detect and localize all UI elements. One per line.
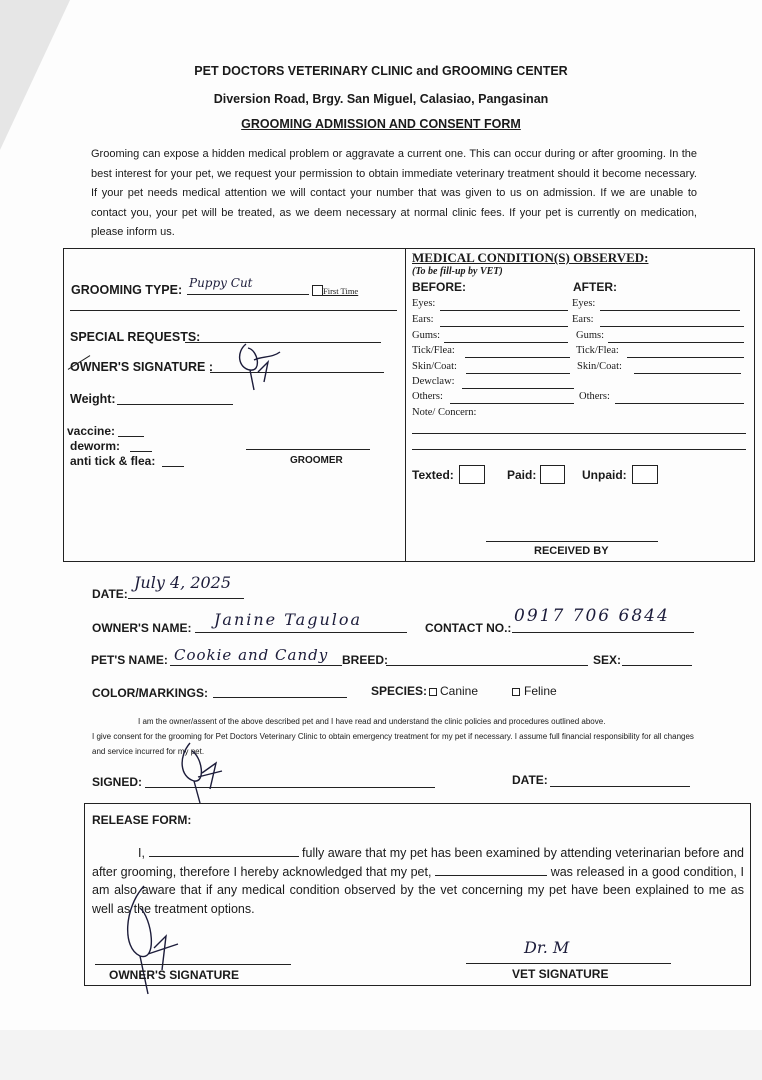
release-pet-blank[interactable] (435, 864, 547, 876)
consent-line-2: I give consent for the grooming for Pet Doctors Veterinary Clinic to obtain emergency treatment for my pet if necessary. I assume full financial responsibility for all changes and service incurred for my pet. (92, 732, 694, 756)
contact-value[interactable]: 0917 706 6844 (514, 606, 670, 626)
consent-line-1: I am the owner/assent of the above described pet and I have read and understand the clinic policies and procedures outlined above. (138, 717, 606, 726)
owner-name-label: OWNER'S NAME: (92, 621, 192, 635)
contact-label: CONTACT NO.: (425, 621, 512, 635)
color-line[interactable] (213, 697, 347, 698)
feline-label: Feline (524, 684, 557, 698)
texted-checkbox[interactable] (459, 465, 485, 484)
form-title: GROOMING ADMISSION AND CONSENT FORM (241, 117, 521, 131)
after-eyes-line[interactable] (600, 310, 740, 311)
owner-name-line (195, 632, 407, 633)
after-gums: Gums: (576, 330, 605, 341)
grooming-type-value[interactable]: Puppy Cut (189, 276, 253, 290)
date-label: DATE: (92, 587, 128, 601)
after-skin-line[interactable] (634, 373, 741, 374)
unpaid-checkbox[interactable] (632, 465, 658, 484)
species-label: SPECIES: (371, 684, 428, 698)
pet-name-label: PET'S NAME: (91, 653, 168, 667)
date-value[interactable]: July 4, 2025 (134, 573, 232, 592)
vaccine-line[interactable] (118, 436, 144, 437)
breed-label: BREED: (342, 653, 389, 667)
before-dewclaw: Dewclaw: (412, 376, 455, 387)
texted-label: Texted: (412, 468, 454, 482)
groomer-line[interactable] (246, 449, 370, 450)
pet-name-line (170, 665, 342, 666)
release-owner-signature-line[interactable] (95, 964, 291, 965)
release-title: RELEASE FORM: (92, 813, 192, 827)
canine-checkbox[interactable] (429, 688, 437, 696)
after-label: AFTER: (573, 280, 617, 294)
clinic-address: Diversion Road, Brgy. San Miguel, Calasiao, Pangasinan (213, 92, 549, 106)
first-time-label: First Time (323, 286, 359, 296)
intro-paragraph: Grooming can expose a hidden medical problem or aggravate a current one. This can occur during or after grooming. In the best interest for your pet, we request your permission to obtain immediate veterinary treatment should it become necessary. If your pet needs medical attention we will contact your number that was given to us on admission. If we are unable to contact you, your pet will be treated, as we deem necessary at normal clinic fees. If your pet is currently on medication, please inform us. (91, 148, 697, 238)
after-tick: Tick/Flea: (576, 345, 619, 356)
after-ears: Ears: (572, 314, 594, 325)
admission-divider (405, 249, 406, 561)
deworm-label: deworm: (70, 439, 121, 453)
before-eyes: Eyes: (412, 298, 436, 309)
first-time-checkbox[interactable] (312, 285, 323, 296)
before-label: BEFORE: (412, 280, 466, 294)
paid-label: Paid: (507, 468, 537, 482)
clinic-name: PET DOCTORS VETERINARY CLINIC and GROOMING CENTER (194, 64, 568, 78)
received-by-line[interactable] (486, 541, 658, 542)
owner-name-value[interactable]: Janine Taguloa (214, 610, 363, 629)
unpaid-label: Unpaid: (582, 468, 627, 482)
vaccine-label: vaccine: (67, 424, 116, 438)
after-tick-line[interactable] (627, 357, 744, 358)
anti-tick-line[interactable] (162, 466, 184, 467)
paid-checkbox[interactable] (540, 465, 565, 484)
before-eyes-line[interactable] (440, 310, 568, 311)
before-ears: Ears: (412, 314, 434, 325)
medical-subtitle: (To be fill-up by VET) (412, 266, 503, 277)
grooming-type-line-2 (70, 310, 397, 311)
canine-label: Canine (440, 684, 479, 698)
deworm-line[interactable] (130, 451, 152, 452)
before-dewclaw-line[interactable] (462, 388, 574, 389)
weight-line[interactable] (117, 404, 233, 405)
owner-signature-mark-2 (172, 737, 232, 807)
after-skin: Skin/Coat: (577, 361, 622, 372)
before-skin: Skin/Coat: (412, 361, 457, 372)
before-others: Others: (412, 391, 443, 402)
contact-line (512, 632, 694, 633)
pet-name-value[interactable]: Cookie and Candy (174, 646, 329, 664)
groomer-label: GROOMER (290, 455, 343, 466)
before-skin-line[interactable] (466, 373, 570, 374)
consent-date-line[interactable] (550, 786, 690, 787)
before-others-line[interactable] (450, 403, 574, 404)
note-line-2[interactable] (412, 449, 746, 450)
color-label: COLOR/MARKINGS: (92, 686, 208, 700)
breed-line[interactable] (386, 665, 588, 666)
owner-signature-mark-1 (228, 338, 288, 394)
sex-label: SEX: (593, 653, 622, 667)
sex-line[interactable] (622, 665, 692, 666)
release-owner-signature-label: OWNER'S SIGNATURE (109, 968, 239, 982)
after-gums-line[interactable] (608, 342, 744, 343)
signed-label: SIGNED: (92, 775, 143, 789)
weight-label: Weight: (70, 392, 116, 406)
vet-signature-label: VET SIGNATURE (512, 967, 609, 981)
feline-checkbox[interactable] (512, 688, 520, 696)
release-paragraph (92, 844, 744, 918)
date-line (128, 598, 244, 599)
grooming-type-label: GROOMING TYPE: (71, 283, 183, 297)
consent-date-label: DATE: (512, 773, 548, 787)
vet-initials: Dr. M (524, 938, 570, 957)
release-owner-blank[interactable] (149, 845, 299, 857)
before-tick-line[interactable] (465, 357, 570, 358)
after-others-line[interactable] (615, 403, 744, 404)
after-eyes: Eyes: (572, 298, 596, 309)
before-ears-line[interactable] (440, 326, 568, 327)
received-by-label: RECEIVED BY (534, 545, 609, 557)
after-others: Others: (579, 391, 610, 402)
before-gums: Gums: (412, 330, 441, 341)
release-text-end: was released in a good condition, I am also aware that if any medical condition observed by the vet concerning my pet have been explained to me as well as the treatment options. (92, 864, 744, 916)
vet-signature-line[interactable] (466, 963, 671, 964)
grooming-type-line (187, 294, 309, 295)
after-ears-line[interactable] (600, 326, 744, 327)
before-tick: Tick/Flea: (412, 345, 455, 356)
release-text-i: I, (138, 846, 145, 860)
medical-title: MEDICAL CONDITION(S) OBSERVED: (412, 250, 649, 265)
special-requests-label: SPECIAL REQUESTS: (70, 330, 201, 344)
before-gums-line[interactable] (444, 342, 568, 343)
release-text-body: fully aware that my pet has been examined by attending veterinarian before and after grooming, therefore I hereby acknowledged that my pet, (92, 846, 745, 879)
anti-tick-label: anti tick & flea: (70, 454, 156, 468)
note-label: Note/ Concern: (412, 407, 477, 418)
note-line-1[interactable] (412, 433, 746, 434)
owners-signature-label: OWNER'S SIGNATURE : (70, 360, 214, 374)
